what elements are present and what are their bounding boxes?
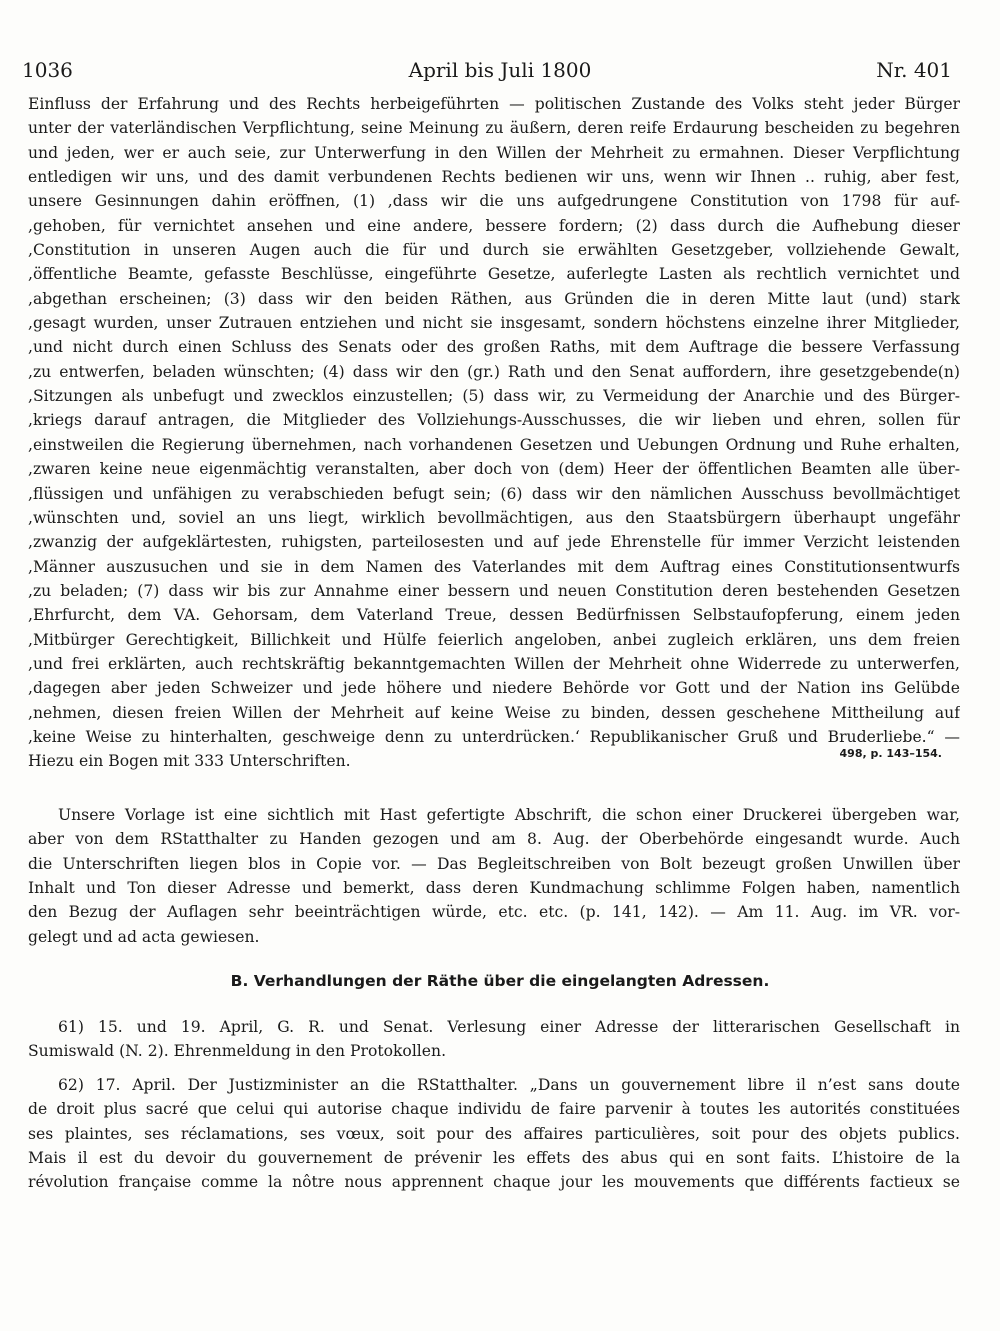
text-line: die Unterschriften liegen blos in Copie vor. — Das Begleitschreiben von Bolt bezeugt großen Unwillen über: [28, 854, 960, 873]
text-line: den Bezug der Auflagen sehr beeinträchtigen würde, etc. etc. (p. 141, 142). — Am 11. Aug. im VR. vor-: [28, 903, 960, 922]
text-line: gelegt und ad acta gewiesen.: [28, 927, 260, 946]
text-line: ,Ehrfurcht, dem VA. Gehorsam, dem Vaterland Treue, dessen Bedürfnissen Selbstaufopferung, einem jeden: [28, 606, 960, 625]
text-line: aber von dem RStatthalter zu Handen gezogen und am 8. Aug. der Oberbehörde eingesandt wurde. Auch: [28, 830, 960, 849]
text-line: ,Sitzungen als unbefugt und zwecklos einzustellen; (5) dass wir, zu Vermeidung der Anarchie und des Bürger-: [28, 387, 960, 406]
entry-62: [28, 1073, 960, 1195]
text-line: ,flüssigen und unfähigen zu verabschieden befugt sein; (6) dass wir den nämlichen Ausschuss bevollmächtiget: [28, 484, 960, 503]
text-line: ,wünschten und, soviel an uns liegt, wirklich bevollmächtigen, aus den Staatsbürgern überhaupt ungefähr: [28, 508, 960, 527]
text-line: ,zwaren keine neue eigenmächtig veranstalten, aber doch von (dem) Heer der öffentlichen Beamten alle über-: [28, 460, 960, 479]
text-line: ,abgethan erscheinen; (3) dass wir den beiden Räthen, aus Gründen die in deren Mitte laut (und) stark: [28, 289, 960, 308]
running-title: April bis Juli 1800: [408, 58, 592, 82]
text-line: Sumiswald (N. 2). Ehrenmeldung in den Protokollen.: [28, 1042, 447, 1061]
text-line: unter der vaterländischen Verpflichtung, seine Meinung zu äußern, deren reife Erdaurung bescheiden zu begehren: [28, 119, 960, 138]
text-line: ,und frei erklärten, auch rechtskräftig bekanntgemachten Willen der Mehrheit ohne Widerrede zu unterwerfen,: [28, 654, 960, 673]
text-line: ,nehmen, diesen freien Willen der Mehrheit auf keine Weise zu binden, dessen geschehene Mittheilung auf: [28, 703, 960, 722]
text-line: 62) 17. April. Der Justizminister an die RStatthalter. „Dans un gouvernement libre il n’est sans doute: [58, 1076, 960, 1094]
text-line: ,zu beladen; (7) dass wir bis zur Annahme einer bessern und neuen Constitution deren bestehenden Gesetzen: [28, 581, 960, 600]
text-line: entledigen wir uns, und des damit verbundenen Rechts bedienen wir uns, wenn wir Ihnen .. ruhig, aber fest,: [28, 168, 960, 187]
text-line: ,dagegen aber jeden Schweizer und jede höhere und niedere Behörde vor Gott und der Nation ins Gelübde: [28, 679, 960, 698]
text-line: 61) 15. und 19. April, G. R. und Senat. Verlesung einer Adresse der litterarischen Gesellschaft in: [58, 1018, 960, 1036]
entry-61: [28, 1015, 960, 1064]
text-line: Unsere Vorlage ist eine sichtlich mit Hast gefertigte Abschrift, die schon einer Druckerei übergeben war,: [58, 806, 960, 824]
text-line: ,öffentliche Beamte, gefasste Beschlüsse, eingeführte Gesetze, auferlegte Lasten als rechtlich vernichtet und: [28, 265, 960, 284]
text-line: ,Constitution in unseren Augen auch die für und durch sie erwählten Gesetzgeber, vollziehende Gewalt,: [28, 241, 960, 260]
text-line: ,und nicht durch einen Schluss des Senats oder des großen Raths, mit dem Auftrage die bessere Verfassung: [28, 338, 960, 357]
closing-row: [28, 749, 960, 773]
text-line: ,gesagt wurden, unser Zutrauen entziehen und nicht sie insgesamt, sondern höchstens einzelne ihrer Mitglieder,: [28, 314, 960, 333]
section-number: Nr. 401: [876, 58, 952, 82]
text-line: ,einstweilen die Regierung übernehmen, nach vorhandenen Gesetzen und Uebungen Ordnung und Ruhe erhalten,: [28, 435, 960, 454]
text-line: Inhalt und Ton dieser Adresse und bemerkt, dass deren Kundmachung schlimme Folgen haben, namentlich: [28, 879, 960, 898]
page-number: 1036: [22, 58, 73, 82]
text-line: de droit plus sacré que celui qui autorise chaque individu de faire parvenir à toutes les autorités constituées: [28, 1100, 960, 1119]
text-line: ,gehoben, für vernichtet ansehen und eine andere, bessere fordern; (2) dass durch die Aufhebung dieser: [28, 216, 960, 235]
text-line: ,Mitbürger Gerechtigkeit, Billichkeit und Hülfe feierlich angeloben, anbei zugleich erklären, uns dem freien: [28, 630, 960, 649]
commentary-block: [28, 803, 960, 949]
address-text-block: [28, 92, 960, 774]
text-line: ses plaintes, ses réclamations, ses vœux, soit pour des affaires particulières, soit pour des objets publics.: [28, 1124, 960, 1143]
text-line: révolution française comme la nôtre nous apprennent chaque jour les mouvements que différents factieux se: [28, 1173, 960, 1192]
section-heading: B. Verhandlungen der Räthe über die eingelangten Adressen.: [230, 972, 770, 990]
text-line: ,zu entwerfen, beladen wünschten; (4) dass wir den (gr.) Rath und den Senat auffordern, ihre gesetzgebende(n): [28, 362, 960, 381]
text-line: Hiezu ein Bogen mit 333 Unterschriften.: [28, 752, 351, 771]
text-line: ,keine Weise zu hinterhalten, geschweige denn zu unterdrücken.‘ Republikanischer Gruß und Bruderliebe.“ —: [28, 727, 960, 746]
text-line: Einfluss der Erfahrung und des Rechts herbeigeführten — politischen Zustande des Volks steht jeder Bürger: [28, 95, 960, 113]
text-line: ,Männer auszusuchen und sie in dem Namen des Vaterlandes mit dem Auftrag eines Constitutionsentwurfs: [28, 557, 960, 576]
text-line: ,zwanzig der aufgeklärtesten, ruhigsten, parteilosesten und auf jede Ehrenstelle für immer Verzicht leistenden: [28, 533, 960, 552]
text-line: Mais il est du devoir du gouvernement de prévenir les effets des abus qui en sont faits. L’histoire de la: [28, 1149, 960, 1168]
text-line: ,kriegs darauf antragen, die Mitglieder des Vollziehungs-Ausschusses, die wir lieben und ehren, sollen für: [28, 411, 960, 430]
text-line: und jeden, wer er auch seie, zur Unterwerfung in den Willen der Mehrheit zu ermahnen. Dieser Verpflichtung: [28, 143, 960, 162]
text-line: unsere Gesinnungen dahin eröffnen, (1) ,dass wir die uns aufgedrungene Constitution von 1798 für auf-: [28, 192, 960, 211]
source-reference: 498, p. 143–154.: [839, 747, 942, 761]
